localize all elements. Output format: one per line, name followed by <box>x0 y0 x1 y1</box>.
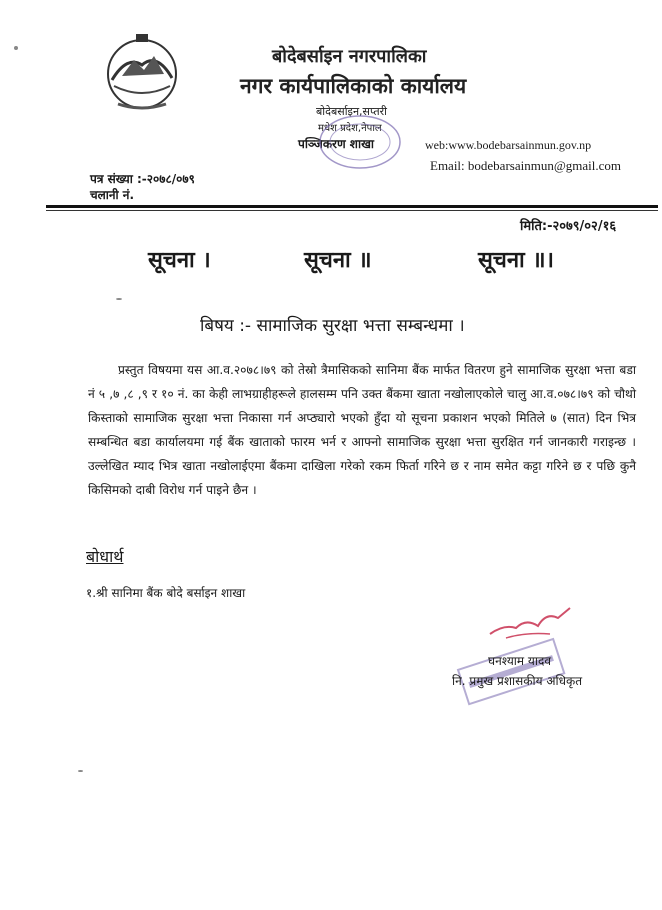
signatory-title: नि. प्रमुख प्रशासकीय अधिकृत <box>452 674 583 688</box>
office-name: नगर कार्यपालिकाको कार्यालय <box>240 74 467 98</box>
notice-heading-3: सूचना ॥। <box>478 248 554 273</box>
email-link[interactable]: Email: bodebarsainmun@gmail.com <box>430 158 622 173</box>
notice-heading-2: सूचना ॥ <box>304 248 372 273</box>
scan-speck <box>116 298 122 300</box>
address-line1: बोदेबर्साइन,सप्तरी <box>316 105 387 118</box>
municipality-name: बोदेबर्साइन नगरपालिका <box>272 46 427 67</box>
header-divider <box>46 205 658 208</box>
scan-speck <box>14 46 18 50</box>
notice-body: प्रस्तुत विषयमा यस आ.व.२०७८।७९ को तेस्रो त्रैमासिकको सानिमा बैंक मार्फत वितरण हुने सामाजिक सुरक्षा भत्ता बडा नं ५ ,७ ,८ ,९ र १० नं. का केही लाभग्राहीहरूले हालसम्म पनि उक्त बैंकमा खाता नखोलाएकोले चालु आ.व.०७८।७९ को चौथो किस्ताको सामाजिक सुरक्षा भत्ता निकासा गर्न अप्ठ्यारो भएको हुँदा यो सूचना प्रकाशन भएको मितिले ७ (सात) दिन भित्र सम्बन्धित बडा कार्यालयमा गई बैंक खाताको फारम भर्न र आफ्नो सामाजिक सुरक्षा भत्ता सुरक्षित गर्न जानकारी गराइन्छ । उल्लेखित म्याद भित्र खाता नखोलाईएमा बैंकमा दाखिला गरेको रकम फिर्ता गरिने छ र नाम समेत कट्टा गरिने छ र पछि कुनै किसिमको दाबी विरोध गर्न पाइने छैन । <box>88 363 636 497</box>
letter-number: पत्र संख्या :-२०७८/०७९ <box>90 172 195 186</box>
address-line2: मधेश प्रदेश,नेपाल <box>318 123 382 134</box>
subject-line: बिषय :- सामाजिक सुरक्षा भत्ता सम्बन्धमा । <box>200 316 465 336</box>
section-name: पञ्जिकरण शाखा <box>298 137 374 151</box>
municipality-logo-icon <box>92 30 192 112</box>
office-stamp-icon <box>305 110 415 180</box>
issue-date: मिति:-२०७९/०२/१६ <box>520 219 617 234</box>
scan-speck <box>78 770 83 772</box>
website-link[interactable]: web:www.bodebarsainmun.gov.np <box>425 138 592 152</box>
dispatch-number: चलानी नं. <box>90 188 135 202</box>
signatory-name: घनश्याम यादव <box>488 654 552 668</box>
info-item: १.श्री सानिमा बैंक बोदे बर्साइन शाखा <box>86 586 246 600</box>
notice-heading-1: सूचना । <box>148 248 211 273</box>
header-divider-thin <box>46 210 658 211</box>
info-heading: बोधार्थ <box>86 547 124 566</box>
